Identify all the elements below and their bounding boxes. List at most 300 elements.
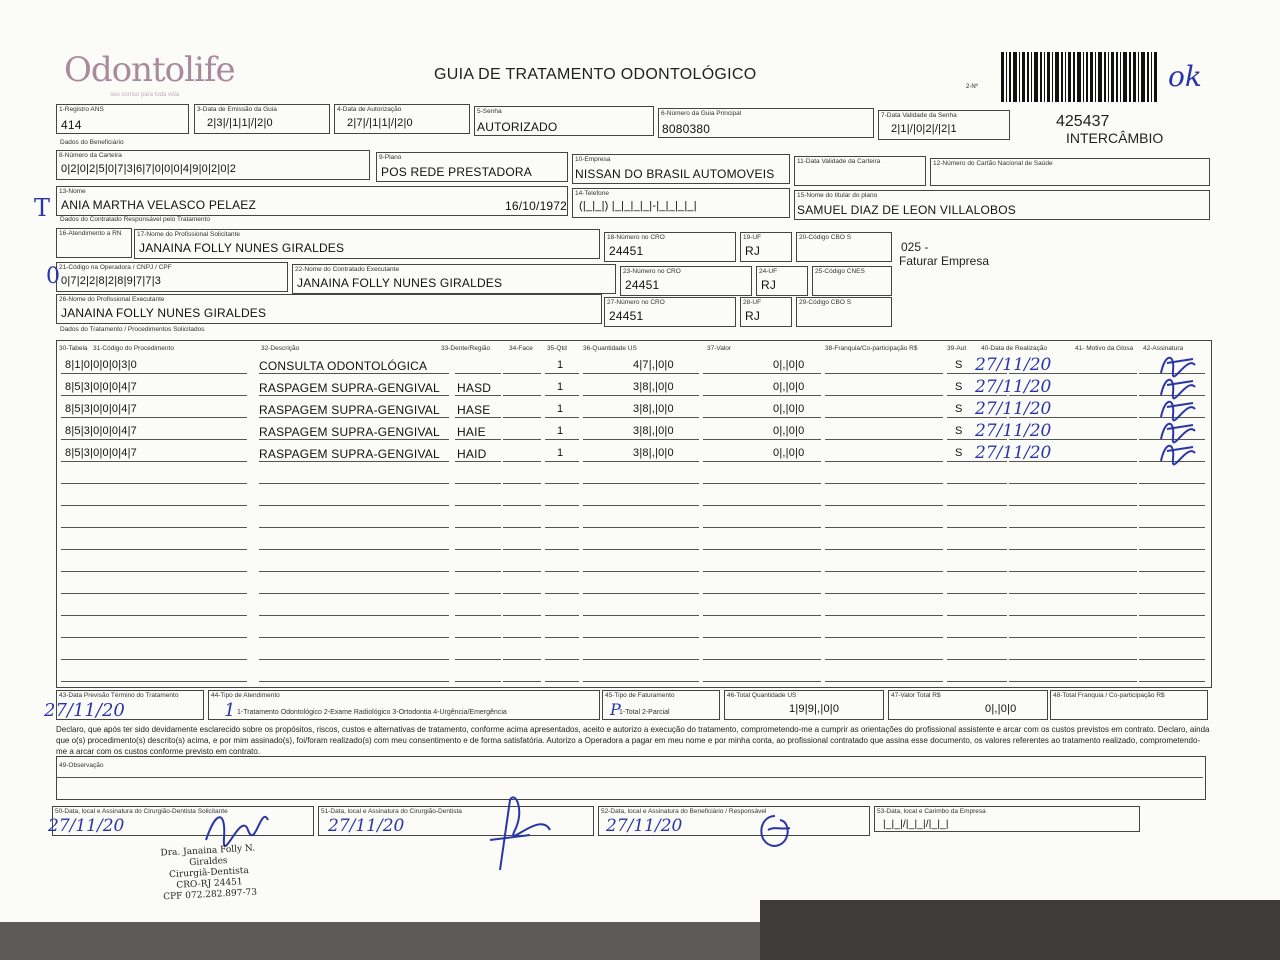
table-cell-qtd: 1 — [557, 425, 564, 437]
empresa-label: 10-Empresa — [575, 156, 611, 163]
row-underline — [259, 593, 449, 594]
telefone-label: 14-Telefone — [575, 190, 609, 197]
table-row — [57, 401, 1209, 423]
ans-field — [56, 104, 189, 134]
carteira-field — [56, 150, 370, 180]
row-underline — [545, 483, 579, 484]
cro2-value: 24451 — [625, 278, 660, 292]
row-underline — [1139, 571, 1205, 572]
row-underline — [61, 373, 247, 374]
row-underline — [259, 439, 449, 440]
row-underline — [545, 659, 579, 660]
validade-carteira-field — [794, 156, 926, 186]
circle-mark-icon: 0 — [46, 264, 60, 289]
row-underline — [583, 615, 699, 616]
ans-label: 1-Registro ANS — [59, 106, 104, 113]
table-row — [57, 445, 1209, 467]
row-underline — [583, 395, 699, 396]
table-header-7: 37-Valor — [707, 345, 732, 352]
cro3-value: 24451 — [609, 309, 644, 323]
table-row — [57, 423, 1209, 445]
tipo-atendimento-value: 1 — [224, 700, 236, 721]
table-header-10: 40-Data de Realização — [981, 345, 1048, 352]
telefone-field — [572, 188, 790, 218]
row-underline — [455, 439, 501, 440]
row-underline — [1139, 637, 1205, 638]
table-header-6: 36-Quantidade US — [583, 345, 637, 352]
row-underline — [1139, 659, 1205, 660]
sig53-date: |_|_|/|_|_|/|_|_| — [883, 819, 949, 830]
atendimento-rn-label: 16-Atendimento a RN — [59, 230, 122, 237]
table-cell-descricao: RASPAGEM SUPRA-GENGIVAL — [259, 447, 440, 461]
sig52-date: 27/11/20 — [606, 816, 683, 836]
row-underline — [583, 659, 699, 660]
row-underline — [825, 681, 943, 682]
row-underline — [583, 483, 699, 484]
cro2-label: 23-Número no CRO — [623, 268, 681, 275]
row-underline — [703, 483, 821, 484]
table-header-5: 35-Qtd — [547, 345, 567, 352]
row-underline — [947, 549, 1007, 550]
table-cell-aut: S — [955, 381, 963, 393]
row-underline — [947, 505, 1007, 506]
table-row — [57, 577, 1209, 599]
row-underline — [455, 505, 501, 506]
tipo-atendimento-options: 1-Tratamento Odontológico 2-Exame Radiológico 3-Ortodontia 4-Urgência/Emergência — [237, 709, 507, 716]
row-underline — [61, 505, 247, 506]
table-cell-dente: HASD — [457, 381, 492, 395]
row-underline — [1139, 549, 1205, 550]
row-underline — [703, 659, 821, 660]
prof-solicitante-label: 17-Nome do Profissional Solicitante — [137, 231, 240, 238]
row-underline — [503, 681, 541, 682]
guia-principal-label: 6-Número da Guia Principal — [661, 110, 742, 117]
tipo-atendimento-field — [208, 690, 600, 720]
table-cell-descricao: RASPAGEM SUPRA-GENGIVAL — [259, 425, 440, 439]
row-underline — [825, 461, 943, 462]
cro-field — [604, 232, 736, 262]
table-row — [57, 621, 1209, 643]
uf3-field — [740, 297, 792, 327]
row-underline — [545, 527, 579, 528]
row-underline — [583, 571, 699, 572]
table-cell-codigo: 8|5|3|0|0|0|4|7 — [65, 447, 137, 459]
row-underline — [545, 593, 579, 594]
senha-field — [474, 106, 654, 136]
row-underline — [455, 483, 501, 484]
guia-principal-field — [658, 108, 874, 138]
table-header-1: 31-Código do Procedimento — [93, 345, 174, 352]
telefone-value: (|_|_|) |_|_|_|_|-|_|_|_|_| — [579, 200, 697, 212]
table-row — [57, 599, 1209, 621]
prof-exec-value: JANAINA FOLLY NUNES GIRALDES — [61, 306, 267, 320]
row-underline — [703, 461, 821, 462]
table-row — [57, 379, 1209, 401]
uf-value: RJ — [745, 244, 761, 258]
row-underline — [503, 659, 541, 660]
table-cell-dente: HAID — [457, 447, 487, 461]
table-cell-data: 27/11/20 — [975, 355, 1052, 375]
dentist-stamp — [143, 843, 276, 905]
row-underline — [1139, 593, 1205, 594]
previsao-label: 43-Data Previsão Término do Tratamento — [59, 692, 179, 699]
faturamento-options: 1-Total 2-Parcial — [619, 709, 670, 716]
row-underline — [583, 461, 699, 462]
contratado-exec-value: JANAINA FOLLY NUNES GIRALDES — [297, 276, 503, 290]
row-underline — [825, 527, 943, 528]
row-underline — [825, 549, 943, 550]
table-cell-codigo: 8|1|0|0|0|0|3|0 — [65, 359, 137, 371]
row-underline — [825, 483, 943, 484]
row-underline — [259, 505, 449, 506]
sig53-label: 53-Data, local e Carimbo da Empresa — [877, 808, 986, 815]
row-underline — [825, 439, 943, 440]
titular-label: 15-Nome do titular do plano — [797, 192, 878, 199]
table-cell-us: 4|7|,|0|0 — [633, 359, 674, 371]
table-cell-qtd: 1 — [557, 359, 564, 371]
table-row — [57, 489, 1209, 511]
contratado-exec-field — [292, 264, 616, 294]
row-underline — [61, 681, 247, 682]
carteira-label: 8-Número da Carteira — [59, 152, 122, 159]
row-underline — [503, 483, 541, 484]
row-underline — [503, 637, 541, 638]
row-underline — [1139, 505, 1205, 506]
table-cell-aut: S — [955, 447, 963, 459]
row-underline — [1009, 527, 1137, 528]
sig52-label: 52-Data, local e Assinatura do Beneficiário / Responsável — [601, 808, 767, 815]
row-underline — [583, 417, 699, 418]
odontolife-logo: Odontolife — [64, 50, 235, 90]
signature-dentist-icon — [470, 790, 560, 880]
prof-exec-field — [56, 294, 602, 324]
prof-solicitante-field — [134, 229, 600, 259]
cro3-field — [604, 297, 736, 327]
senha-value: AUTORIZADO — [477, 120, 558, 134]
row-underline — [545, 637, 579, 638]
cnes-label: 25-Código CNES — [815, 268, 865, 275]
row-underline — [259, 681, 449, 682]
franquia-field — [1050, 690, 1208, 720]
autorizacao-value: 2|7|/|1|1|/|2|0 — [347, 117, 413, 129]
autorizacao-field — [334, 104, 470, 134]
total-us-value: 1|9|9|,|0|0 — [789, 703, 840, 715]
emissao-field — [194, 104, 330, 134]
declaracao-text: Declaro, que após ter sido devidamente esclarecido sobre os propósitos, riscos, custos e alternativas de tratamento, conforme acima apresentados, aceito e autorizo a execução do tratamento, comprometendo-me a cumprir as orientações do profissional assistente e arcar com os custos previstos em contrato. Declaro, ainda que o(s) procedimento(s) descrito(s) acima, e por mim assinado(s), foi/foram realizado(s) com meu consentimento e de forma satisfatória. Autorizo a Operadora a pagar em meu nome e por minha conta, ao profissional contratado que assina esse documento, os valores referentes ao tratamento realizado, comprometendo-me a arcar com os custos conforme previsto em contrato. — [56, 725, 1210, 756]
valor-total-field — [888, 690, 1048, 720]
cns-field — [930, 158, 1210, 186]
row-underline — [1009, 659, 1137, 660]
table-shadow — [760, 900, 1280, 960]
nascimento-value: 16/10/1972 — [505, 199, 568, 213]
row-underline — [259, 659, 449, 660]
row-underline — [703, 505, 821, 506]
row-underline — [947, 571, 1007, 572]
row-underline — [503, 373, 541, 374]
faturar-text: Faturar Empresa — [899, 254, 990, 268]
valor-total-label: 47-Valor Total R$ — [891, 692, 941, 699]
nome-label: 13-Nome — [59, 188, 86, 195]
row-underline — [703, 373, 821, 374]
cod-operadora-label: 21-Código na Operadora / CNPJ / CPF — [59, 264, 172, 271]
cbo-label: 20-Código CBO S — [799, 234, 852, 241]
row-underline — [947, 681, 1007, 682]
senha-label: 5-Senha — [477, 108, 502, 115]
table-cell-valor: 0|,|0|0 — [773, 403, 805, 415]
row-underline — [455, 373, 501, 374]
row-underline — [455, 527, 501, 528]
row-underline — [947, 527, 1007, 528]
row-underline — [703, 681, 821, 682]
row-underline — [825, 593, 943, 594]
validade-senha-value: 2|1|/|0|2|/|2|1 — [891, 123, 957, 135]
row-underline — [455, 593, 501, 594]
table-cell-qtd: 1 — [557, 381, 564, 393]
sig51-date: 27/11/20 — [328, 816, 405, 836]
cns-label: 12-Número do Cartão Nacional de Saúde — [933, 160, 1053, 167]
table-cell-us: 3|8|,|0|0 — [633, 425, 674, 437]
row-underline — [703, 439, 821, 440]
row-underline — [1009, 483, 1137, 484]
carteira-value: 0|2|0|2|5|0|7|3|6|7|0|0|0|4|9|0|2|0|2 — [61, 163, 237, 175]
uf3-value: RJ — [745, 309, 761, 323]
table-cell-codigo: 8|5|3|0|0|0|4|7 — [65, 403, 137, 415]
observacao-label: 49-Observação — [59, 762, 104, 769]
tipo-atendimento-label: 44-Tipo de Atendimento — [211, 692, 280, 699]
table-row — [57, 555, 1209, 577]
row-underline — [703, 527, 821, 528]
row-underline — [259, 637, 449, 638]
table-row — [57, 533, 1209, 555]
row-underline — [455, 549, 501, 550]
row-underline — [1009, 505, 1137, 506]
table-cell-valor: 0|,|0|0 — [773, 359, 805, 371]
guide-number: 425437 — [1056, 113, 1110, 130]
ok-check-mark: ok — [1168, 60, 1202, 93]
row-underline — [545, 615, 579, 616]
row-underline — [703, 549, 821, 550]
observacao-field — [56, 756, 1206, 800]
franquia-label: 48-Total Franquia / Co-participação R$ — [1053, 692, 1165, 699]
cod-operadora-field — [56, 262, 288, 292]
row-underline — [703, 615, 821, 616]
table-cell-data: 27/11/20 — [975, 443, 1052, 463]
row-underline — [503, 439, 541, 440]
plano-field — [376, 152, 568, 182]
table-header-11: 41- Motivo da Glosa — [1075, 345, 1134, 352]
table-cell-valor: 0|,|0|0 — [773, 381, 805, 393]
table-cell-aut: S — [955, 425, 963, 437]
previsao-value: 27/11/20 — [44, 700, 125, 721]
row-underline — [947, 615, 1007, 616]
empresa-value: NISSAN DO BRASIL AUTOMOVEIS — [575, 167, 775, 181]
row-underline — [1009, 549, 1137, 550]
uf2-field — [756, 266, 808, 296]
stamp-cro: CRO-RJ 24451 — [176, 877, 243, 891]
row-underline — [1139, 527, 1205, 528]
row-signature-icon — [1155, 437, 1205, 467]
emissao-value: 2|3|/|1|1|/|2|0 — [207, 117, 273, 129]
row-underline — [825, 571, 943, 572]
row-underline — [61, 615, 247, 616]
row-underline — [503, 549, 541, 550]
prof-solicitante-value: JANAINA FOLLY NUNES GIRALDES — [139, 241, 345, 255]
row-underline — [503, 417, 541, 418]
table-header-2: 32-Descrição — [261, 345, 300, 352]
row-underline — [503, 527, 541, 528]
row-underline — [61, 439, 247, 440]
validade-senha-label: 7-Data Validade da Senha — [881, 112, 957, 119]
page-title: GUIA DE TRATAMENTO ODONTOLÓGICO — [434, 66, 757, 83]
row-underline — [259, 417, 449, 418]
row-underline — [545, 439, 579, 440]
table-cell-qtd: 1 — [557, 447, 564, 459]
row-underline — [259, 571, 449, 572]
row-underline — [259, 527, 449, 528]
table-cell-data: 27/11/20 — [975, 377, 1052, 397]
row-underline — [455, 615, 501, 616]
table-row — [57, 643, 1209, 665]
procedures-table — [56, 340, 1212, 688]
row-underline — [825, 659, 943, 660]
autorizacao-label: 4-Data de Autorização — [337, 106, 402, 113]
row-underline — [259, 549, 449, 550]
table-cell-aut: S — [955, 359, 963, 371]
table-header-12: 42-Assinatura — [1143, 345, 1184, 352]
table-row — [57, 467, 1209, 489]
row-underline — [61, 395, 247, 396]
row-underline — [825, 505, 943, 506]
cnes-field — [812, 266, 892, 296]
row-underline — [61, 571, 247, 572]
row-underline — [503, 593, 541, 594]
stamp-role: Cirurgiã-Dentista — [168, 865, 250, 881]
row-underline — [455, 637, 501, 638]
table-cell-aut: S — [955, 403, 963, 415]
observacao-line — [57, 777, 1203, 778]
procedimentos-heading: Dados do Tratamento / Procedimentos Solicitados — [60, 326, 205, 333]
total-us-field — [724, 690, 884, 720]
row-underline — [61, 637, 247, 638]
sig53-field — [874, 806, 1140, 832]
prof-exec-label: 26-Nome do Profissional Executante — [59, 296, 165, 303]
sig50-label: 50-Data, local e Assinatura do Cirurgião-Dentista Solicitante — [55, 808, 228, 815]
row-underline — [583, 549, 699, 550]
row-underline — [703, 395, 821, 396]
table-cell-us: 3|8|,|0|0 — [633, 381, 674, 393]
row-underline — [545, 417, 579, 418]
cro-value: 24451 — [609, 244, 644, 258]
uf2-value: RJ — [761, 278, 777, 292]
table-row — [57, 665, 1209, 687]
logo-tagline: seu sorriso para toda vida — [110, 92, 180, 98]
signature-beneficiario-icon — [750, 808, 800, 852]
row-underline — [1009, 681, 1137, 682]
cro3-label: 27-Número no CRO — [607, 299, 665, 306]
row-underline — [259, 395, 449, 396]
row-underline — [825, 637, 943, 638]
table-cell-codigo: 8|5|3|0|0|0|4|7 — [65, 425, 137, 437]
row-underline — [61, 549, 247, 550]
table-header-4: 34-Face — [509, 345, 533, 352]
ans-value: 414 — [61, 118, 82, 132]
stamp-cpf: CPF 072.282.897-73 — [163, 887, 258, 903]
row-underline — [545, 461, 579, 462]
faturamento-label: 45-Tipo de Faturamento — [605, 692, 675, 699]
row-underline — [825, 373, 943, 374]
uf-field — [740, 232, 792, 262]
cod-operadora-value: 0|7|2|2|8|2|8|9|7|7|3 — [61, 275, 162, 287]
validade-senha-field — [878, 110, 1010, 140]
faturamento-value: P — [610, 700, 621, 719]
row-underline — [1009, 637, 1137, 638]
row-underline — [455, 461, 501, 462]
contratado-exec-label: 22-Nome do Contratado Executante — [295, 266, 400, 273]
guia-principal-value: 8080380 — [662, 122, 711, 136]
row-underline — [583, 373, 699, 374]
row-underline — [1009, 571, 1137, 572]
cbo3-label: 29-Código CBO S — [799, 299, 852, 306]
row-underline — [947, 659, 1007, 660]
guide-type: INTERCÂMBIO — [1066, 130, 1164, 146]
row-underline — [61, 527, 247, 528]
cro2-field — [620, 266, 752, 296]
row-underline — [545, 373, 579, 374]
empresa-field — [572, 154, 790, 184]
row-underline — [1139, 681, 1205, 682]
faturar-code: 025 - — [901, 240, 929, 254]
row-underline — [703, 593, 821, 594]
cbo-field — [796, 232, 892, 262]
plano-label: 9-Plano — [379, 154, 402, 161]
table-cell-us: 3|8|,|0|0 — [633, 403, 674, 415]
titular-value: SAMUEL DIAZ DE LEON VILLALOBOS — [797, 203, 1016, 217]
table-row — [57, 357, 1209, 379]
row-underline — [455, 659, 501, 660]
row-underline — [259, 483, 449, 484]
table-cell-data: 27/11/20 — [975, 399, 1052, 419]
row-underline — [455, 395, 501, 396]
total-us-label: 46-Total Quantidade US — [727, 692, 797, 699]
row-underline — [1009, 615, 1137, 616]
row-underline — [1139, 615, 1205, 616]
row-underline — [947, 483, 1007, 484]
table-header-3: 33-Dente/Região — [441, 345, 491, 352]
table-cell-data: 27/11/20 — [975, 421, 1052, 441]
cbo3-field — [796, 297, 892, 327]
row-underline — [503, 505, 541, 506]
table-header-8: 38-Franquia/Co-participação R$ — [825, 345, 918, 352]
row-underline — [545, 549, 579, 550]
table-header-9: 39-Aut — [947, 345, 967, 352]
row-underline — [545, 395, 579, 396]
contratado-heading: Dados do Contratado Responsável pelo Tratamento — [60, 216, 210, 223]
titular-field — [794, 190, 1210, 220]
emissao-label: 3-Data de Emissão da Guia — [197, 106, 277, 113]
row-underline — [61, 659, 247, 660]
row-underline — [259, 461, 449, 462]
row-underline — [503, 571, 541, 572]
row-underline — [503, 461, 541, 462]
row-underline — [503, 395, 541, 396]
cro-label: 18-Número no CRO — [607, 234, 665, 241]
row-underline — [583, 681, 699, 682]
row-underline — [61, 461, 247, 462]
stamp-name: Dra. Janaina Folly N. Giraldes — [160, 843, 256, 869]
sig51-label: 51-Data, local e Assinatura do Cirurgião-Dentista — [321, 808, 462, 815]
row-underline — [503, 615, 541, 616]
atendimento-rn-field — [56, 228, 132, 258]
